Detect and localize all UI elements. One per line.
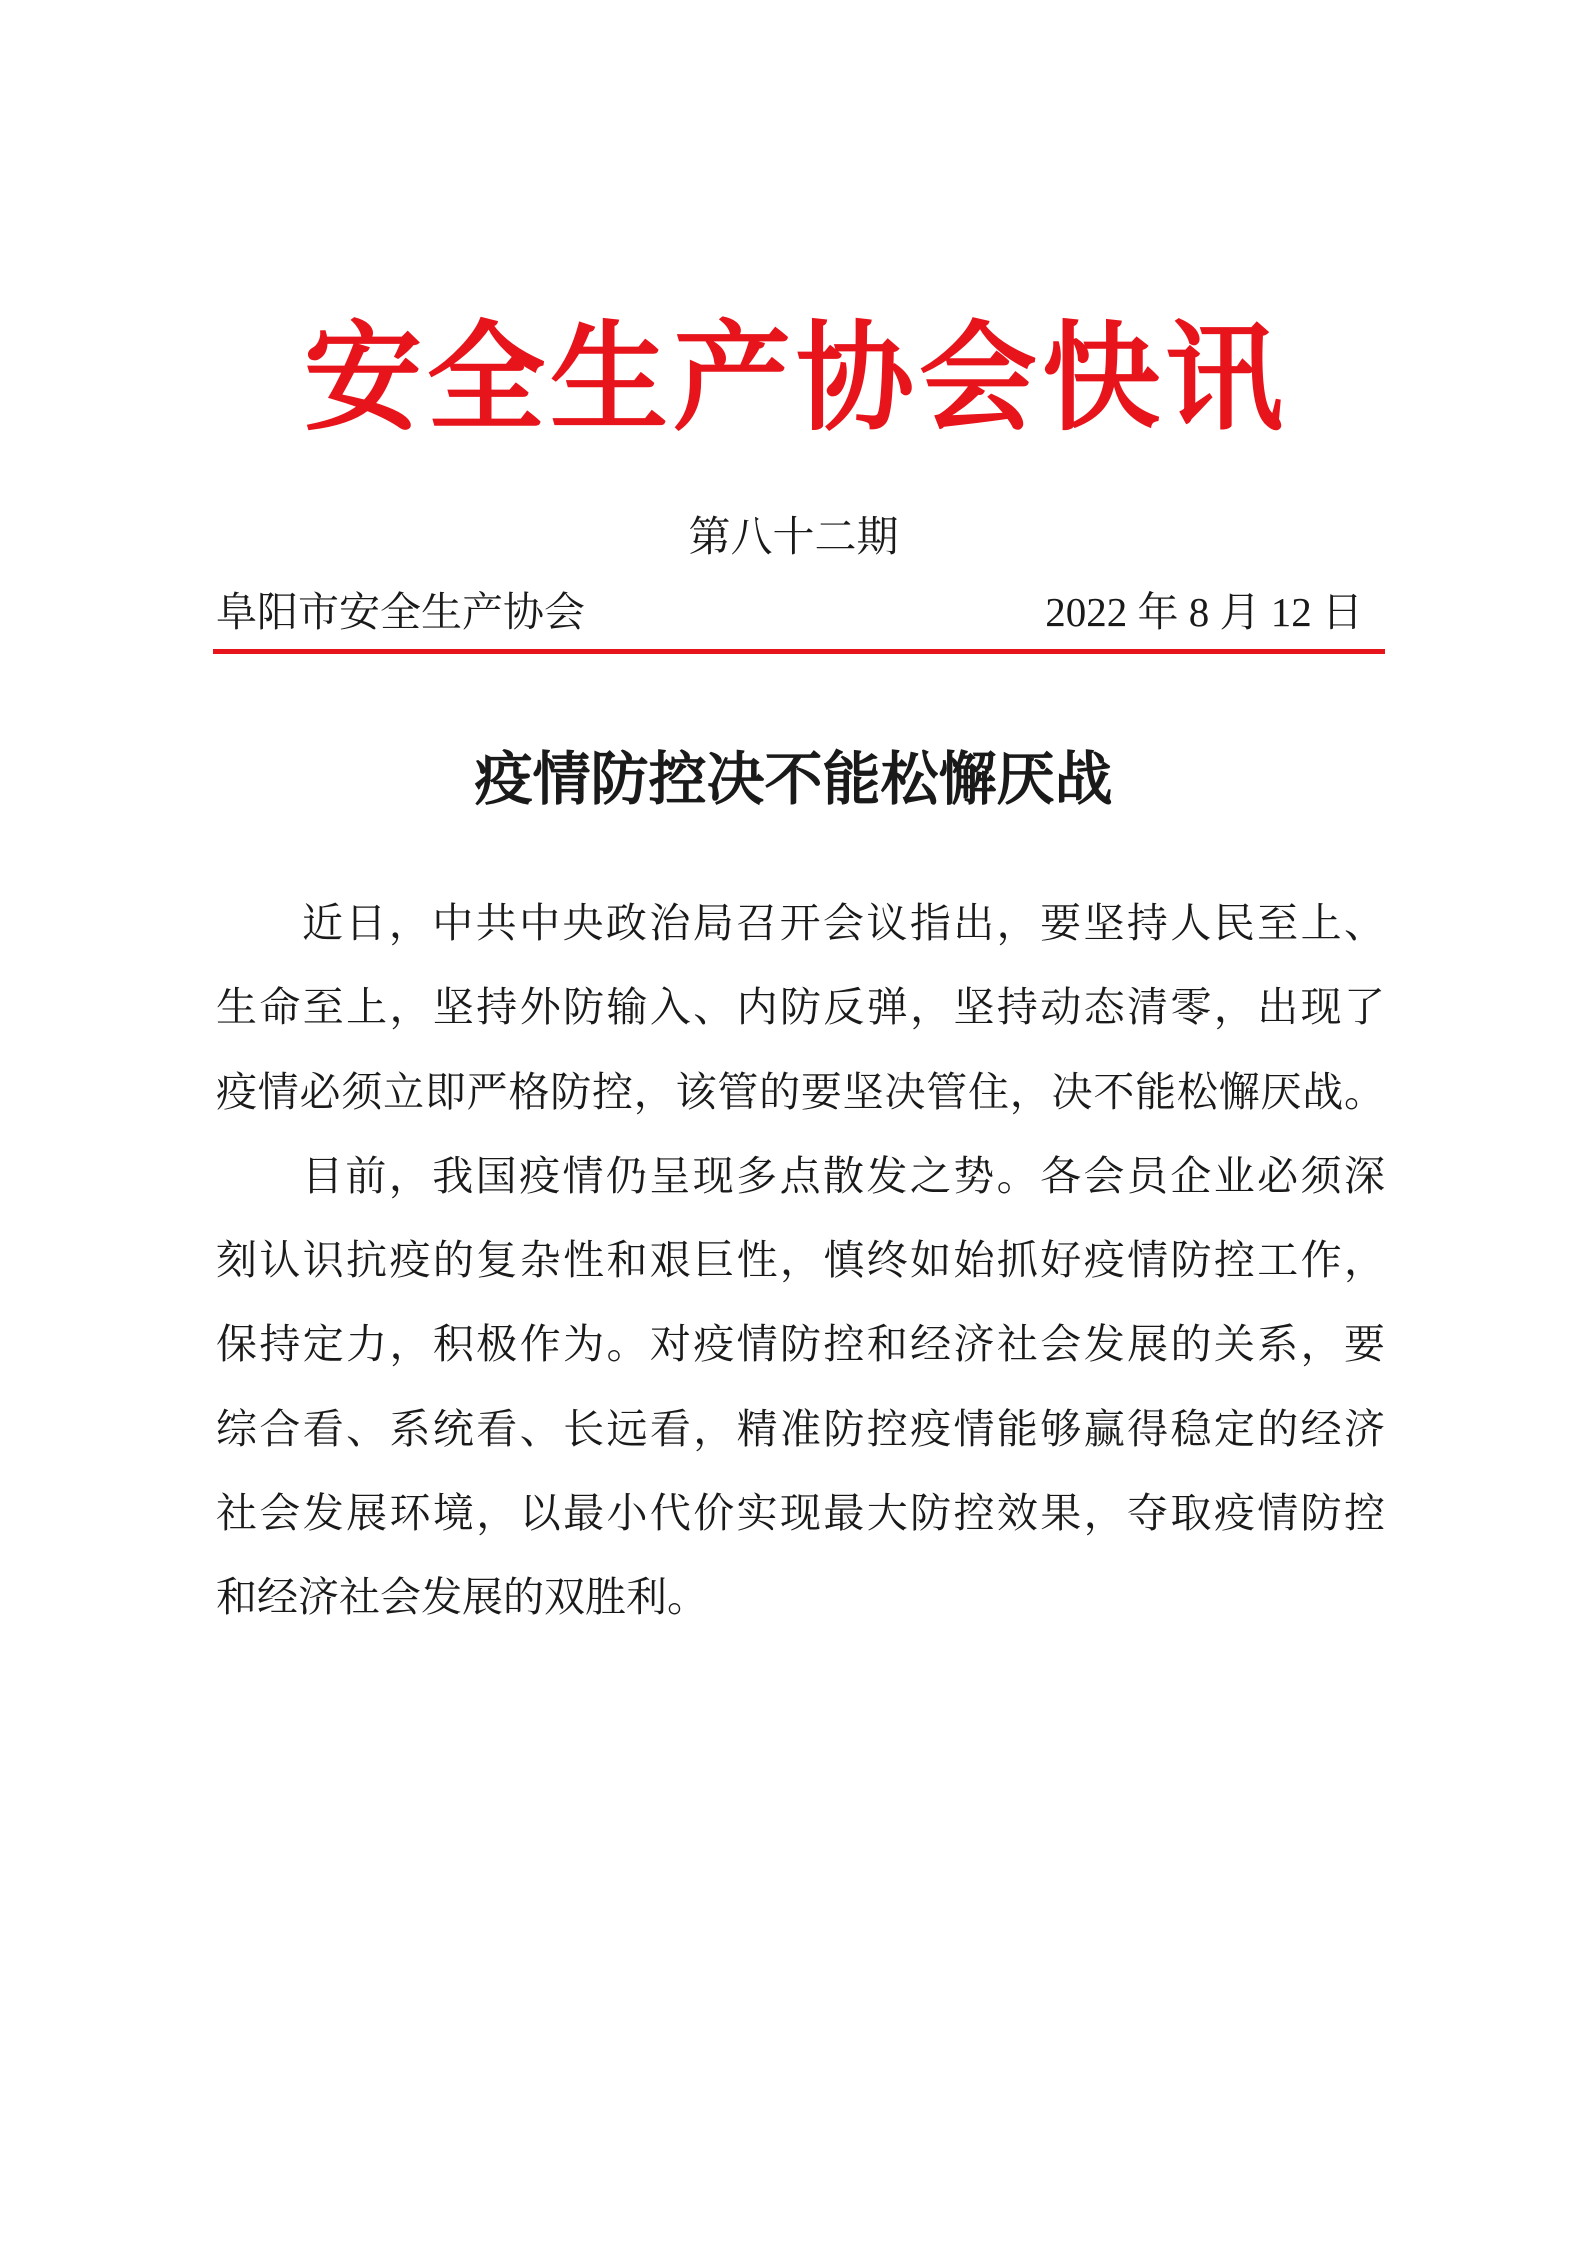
paragraph-line: 刻认识抗疫的复杂性和艰巨性，慎终如始抓好疫情防控工作，	[216, 1236, 1385, 1285]
paragraph-1	[216, 881, 1385, 1134]
paragraph-2	[216, 1134, 1385, 1640]
paragraph-line: 综合看、系统看、长远看，精准防控疫情能够赢得稳定的经济	[216, 1404, 1385, 1453]
paragraph-line: 社会发展环境，以最小代价实现最大防控效果，夺取疫情防控	[216, 1489, 1385, 1538]
issuing-organization: 阜阳市安全生产协会	[216, 588, 585, 636]
paragraph-line: 疫情必须立即严格防控，该管的要坚决管住，决不能松懈厌战。	[216, 1067, 1385, 1116]
paragraph-line: 生命至上，坚持外防输入、内防反弹，坚持动态清零，出现了	[216, 983, 1385, 1032]
paragraph-line: 和经济社会发展的双胜利。	[216, 1573, 708, 1622]
paragraph-line: 保持定力，积极作为。对疫情防控和经济社会发展的关系，要	[216, 1320, 1385, 1369]
issue-date: 2022 年 8 月 12 日	[1045, 589, 1363, 635]
bulletin-masthead-title: 安全生产协会快讯	[303, 308, 1288, 447]
article-title: 疫情防控决不能松懈厌战	[474, 745, 1113, 813]
article-body	[216, 881, 1385, 1640]
masthead-divider-line	[213, 649, 1385, 654]
issue-number: 第八十二期	[688, 512, 899, 561]
paragraph-line: 近日，中共中央政治局召开会议指出，要坚持人民至上、	[302, 899, 1385, 947]
paragraph-line: 目前，我国疫情仍呈现多点散发之势。各会员企业必须深	[302, 1151, 1385, 1200]
